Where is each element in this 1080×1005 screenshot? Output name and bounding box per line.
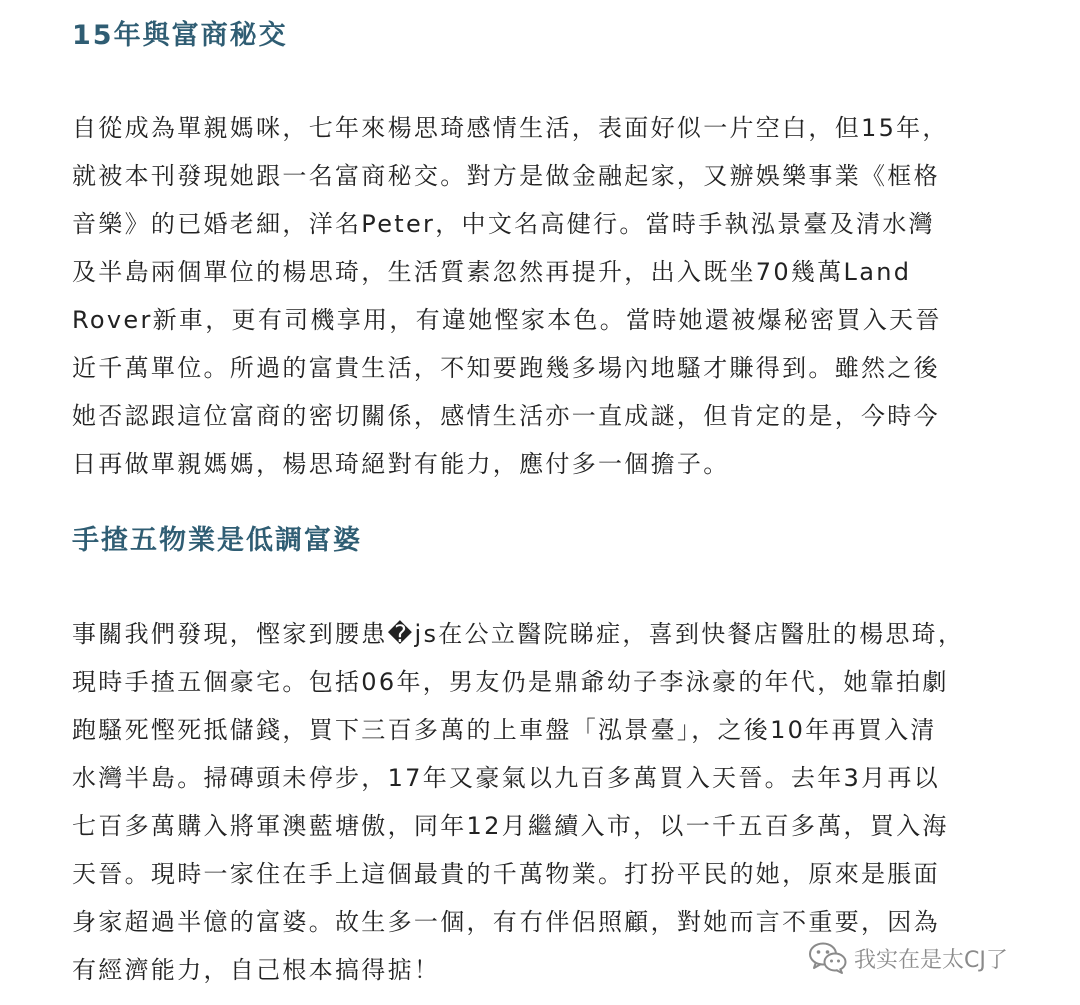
paragraph-secret-affair	[72, 104, 1032, 488]
paragraph-five-properties	[72, 610, 1032, 994]
text-line: 事關我們發現，慳家到腰患�js在公立醫院睇症，喜到快餐店醫肚的楊思琦，	[72, 620, 965, 648]
text-line: 水灣半島。掃磚頭未停步，17年又豪氣以九百多萬買入天晉。去年3月再以	[72, 764, 941, 792]
text-line: 有經濟能力，自己根本搞得掂！	[72, 956, 441, 984]
section-heading-secret-affair: 15年與富商秘交	[72, 20, 288, 51]
section-heading-five-properties: 手揸五物業是低調富婆	[72, 525, 362, 556]
text-line: 現時手揸五個豪宅。包括06年，男友仍是鼎爺幼子李泳豪的年代，她靠拍劇	[72, 668, 949, 696]
text-line: 天晉。現時一家住在手上這個最貴的千萬物業。打扮平民的她，原來是脹面	[72, 860, 940, 888]
text-line: 七百多萬購入將軍澳藍塘傲，同年12月繼續入市，以一千五百多萬，買入海	[72, 812, 949, 840]
text-line: 身家超過半億的富婆。故生多一個，有冇伴侶照顧，對她而言不重要，因為	[72, 908, 940, 936]
text-line: 音樂》的已婚老細，洋名Peter，中文名高健行。當時手執泓景臺及清水灣	[72, 210, 935, 238]
text-line: 近千萬單位。所過的富貴生活，不知要跑幾多場內地騷才賺得到。雖然之後	[72, 354, 940, 382]
text-line: 她否認跟這位富商的密切關係，感情生活亦一直成謎，但肯定的是，今時今	[72, 402, 940, 430]
text-line: 日再做單親媽媽，楊思琦絕對有能力，應付多一個擔子。	[72, 450, 730, 478]
text-line: 跑騷死慳死抵儲錢，買下三百多萬的上車盤「泓景臺」，之後10年再買入清	[72, 716, 937, 744]
text-line: Rover新車，更有司機享用，有違她慳家本色。當時她還被爆秘密買入天晉	[72, 306, 942, 334]
watermark	[808, 938, 1008, 978]
watermark-text: 我实在是太CJ了	[854, 947, 1008, 973]
text-line: 就被本刊發現她跟一名富商秘交。對方是做金融起家，又辦娛樂事業《框格	[72, 162, 940, 190]
text-line: 自從成為單親媽咪，七年來楊思琦感情生活，表面好似一片空白，但15年，	[72, 114, 949, 142]
text-line: 及半島兩個單位的楊思琦，生活質素忽然再提升，出入既坐70幾萬Land	[72, 258, 912, 286]
wechat-icon	[808, 941, 848, 975]
